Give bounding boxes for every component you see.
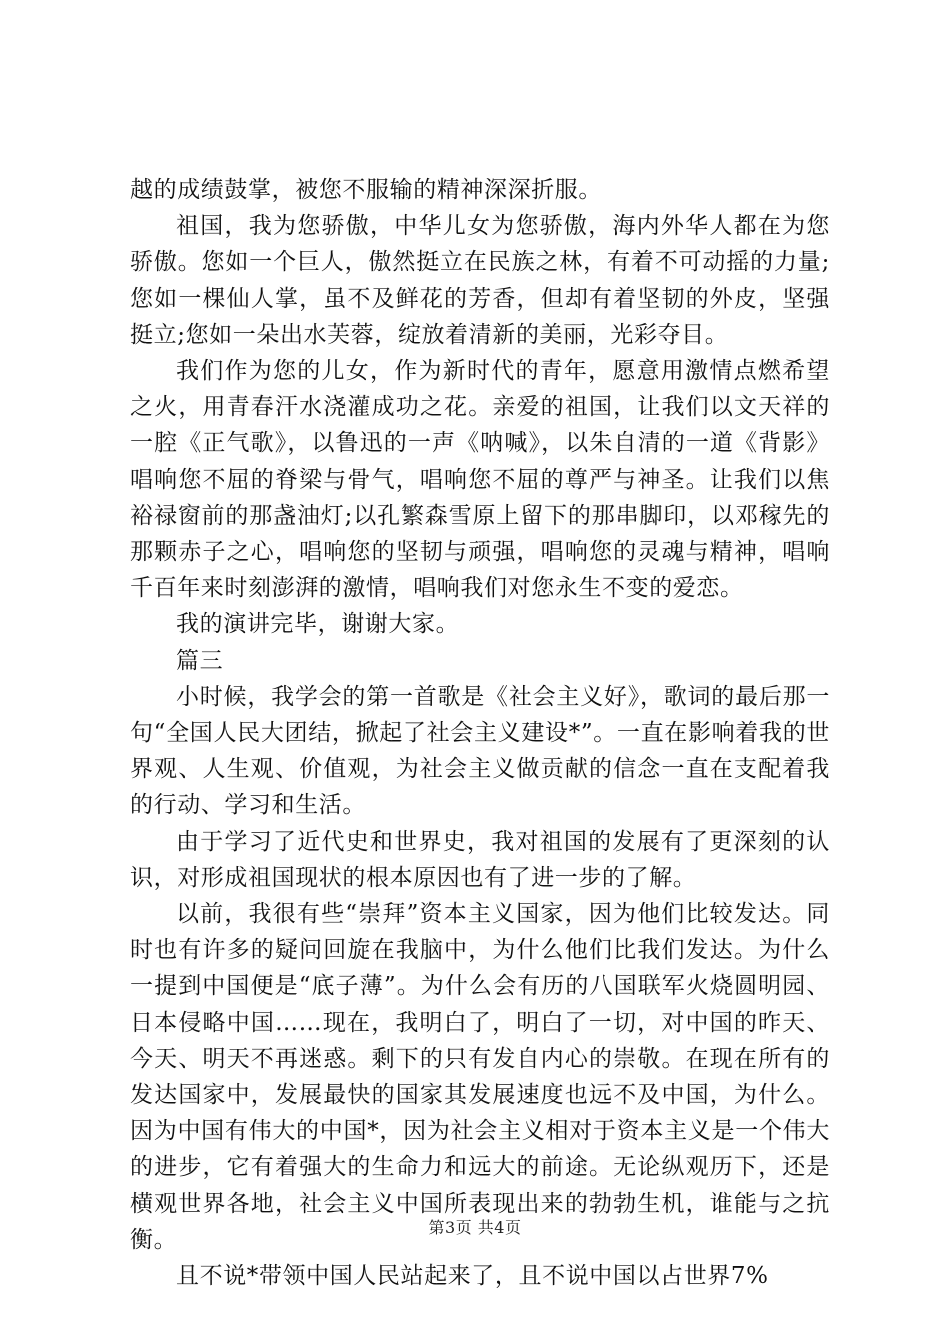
paragraph-understanding: 以前，我很有些“崇拜”资本主义国家，因为他们比较发达。同时也有许多的疑问回旋在我脑中，为什么他们比我们发达。为什么一提到中国便是“底子薄”。为什么会有历的八国联军火烧圆明园、日本侵略中国……现在，我明白了，明白了一切，对中国的昨天、今天、明天不再迷惑。剩下的只有发自内心的崇敬。在现在所有的发达国家中，发展最快的国家其发展速度也远不及中国，为什么。因为中国有伟大的中国*，因为社会主义相对于资本主义是一个伟大的进步，它有着强大的生命力和远大的前途。无论纵观历下，还是横观世界各地，社会主义中国所表现出来的勃勃生机，谁能与之抗衡。 [130,901,830,1253]
paragraph-speech-end: 我的演讲完毕，谢谢大家。 [176,611,460,638]
paragraph-final-partial: 且不说*带领中国人民站起来了，且不说中国以占世界7% [176,1263,769,1290]
paragraph-motherland-pride: 祖国，我为您骄傲，中华儿女为您骄傲，海内外华人都在为您骄傲。您如一个巨人，傲然挺立在民族之林，有着不可动摇的力量;您如一棵仙人掌，虽不及鲜花的芳香，但却有着坚韧的外皮，坚强挺立;您如一朵出水芙蓉，绽放着清新的美丽，光彩夺目。 [130,213,830,348]
paragraph-continuation: 越的成绩鼓掌，被您不服输的精神深深折服。 [130,177,602,203]
page-number: 第3页 共4页 [428,1218,522,1237]
paragraph-youth-pledge: 我们作为您的儿女，作为新时代的青年，愿意用激情点燃希望之火，用青春汗水浇灌成功之花。亲爱的祖国，让我们以文天祥的一腔《正气歌》，以鲁迅的一声《呐喊》，以朱自清的一道《背影》唱响您不屈的脊梁与骨气，唱响您不屈的尊严与神圣。让我们以焦裕禄窗前的那盏油灯;以孔繁森雪原上留下的那串脚印，以邓稼先的那颗赤子之心，唱响您的坚韧与顽强，唱响您的灵魂与精神，唱响千百年来时刻澎湃的激情，唱响我们对您永生不变的爱恋。 [130,358,830,602]
paragraph-history-study: 由于学习了近代史和世界史，我对祖国的发展有了更深刻的认识，对形成祖国现状的根本原因也有了进一步的了解。 [130,828,830,891]
section-heading: 篇三 [176,647,224,674]
document-body [130,172,830,1294]
paragraph-childhood-song: 小时候，我学会的第一首歌是《社会主义好》，歌词的最后那一句“全国人民大团结，掀起了社会主义建设*”。一直在影响着我的世界观、人生观、价值观，为社会主义做贡献的信念一直在支配着我的行动、学习和生活。 [130,683,830,819]
